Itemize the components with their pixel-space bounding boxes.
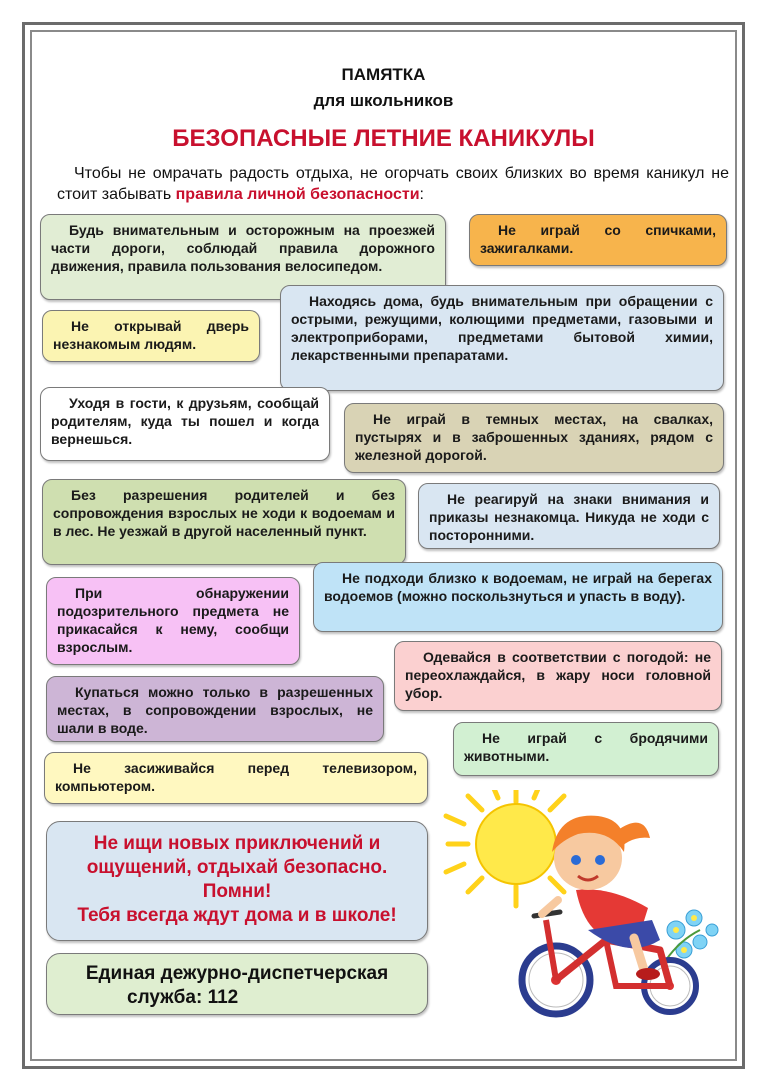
memo-subheading: для школьников [313,91,454,110]
memo-heading: ПАМЯТКА [341,65,426,84]
page-title: БЕЗОПАСНЫЕ ЛЕТНИЕ КАНИКУЛЫ [172,125,595,152]
rule-box-animals: Не играй с бродячими животными. [453,722,719,776]
emergency-service-box [46,953,428,1015]
slogan-line-4: Тебя всегда ждут дома и в школе! [77,905,397,926]
slogan-box [46,821,428,941]
rule-box-swimming: Купаться можно только в разрешенных местах, в сопровождении взрослых, не шали в воде. [46,676,384,742]
intro-highlight: правила личной безопасности [175,186,420,203]
rule-box-waterside: Не подходи близко к водоемам, не играй на берегах водоемов (можно поскользнуться и упасть в воду). [313,562,723,632]
rule-box-water-forest: Без разрешения родителей и без сопровождения взрослых не ходи к водоемам и в лес. Не уезжай в другой населенный пункт. [42,479,406,565]
intro-text: Чтобы не омрачать радость отдыха, не огорчать своих близких во время каникул не стоит забывать [57,165,729,203]
girl-on-bicycle-illustration [438,790,728,1020]
intro-paragraph [57,163,729,205]
rule-box-road: Будь внимательным и осторожным на проезжей части дороги, соблюдай правила дорожного движения, правила пользования велосипедом. [40,214,446,300]
slogan-line-2: ощущений, отдыхай безопасно. [86,857,388,878]
rule-box-matches: Не играй со спичками, зажигалками. [469,214,727,266]
service-line-1: Единая дежурно-диспетчерская [85,963,389,984]
intro-text-end: : [419,186,424,203]
rule-box-home: Находясь дома, будь внимательным при обращении с острыми, режущими, колющими предметами, газовыми и электроприборами, предметами бытовой химии, лекарственными препаратами. [280,285,724,391]
rule-box-stranger: Не реагируй на знаки внимания и приказы незнакомца. Никуда не ходи с посторонними. [418,483,720,549]
slogan-line-3: Помни! [202,881,272,902]
service-line-2: служба: 112 [127,987,239,1008]
flowers-icon [666,910,718,960]
rule-box-dark-places: Не играй в темных местах, на свалках, пустырях и в заброшенных зданиях, рядом с железной дорогой. [344,403,724,473]
rule-box-weather: Одевайся в соответствии с погодой: не переохлаждайся, в жару носи головной убор. [394,641,722,711]
rule-box-visit: Уходя в гости, к друзьям, сообщай родителям, куда ты пошел и когда вернешься. [40,387,330,461]
rule-box-suspicious: При обнаружении подозрительного предмета не прикасайся к нему, сообщи взрослым. [46,577,300,665]
slogan-line-1: Не ищи новых приключений и [93,833,381,854]
girl-icon [542,816,660,980]
rule-box-door: Не открывай дверь незнакомым людям. [42,310,260,362]
rule-box-screens: Не засиживайся перед телевизором, компьютером. [44,752,428,804]
